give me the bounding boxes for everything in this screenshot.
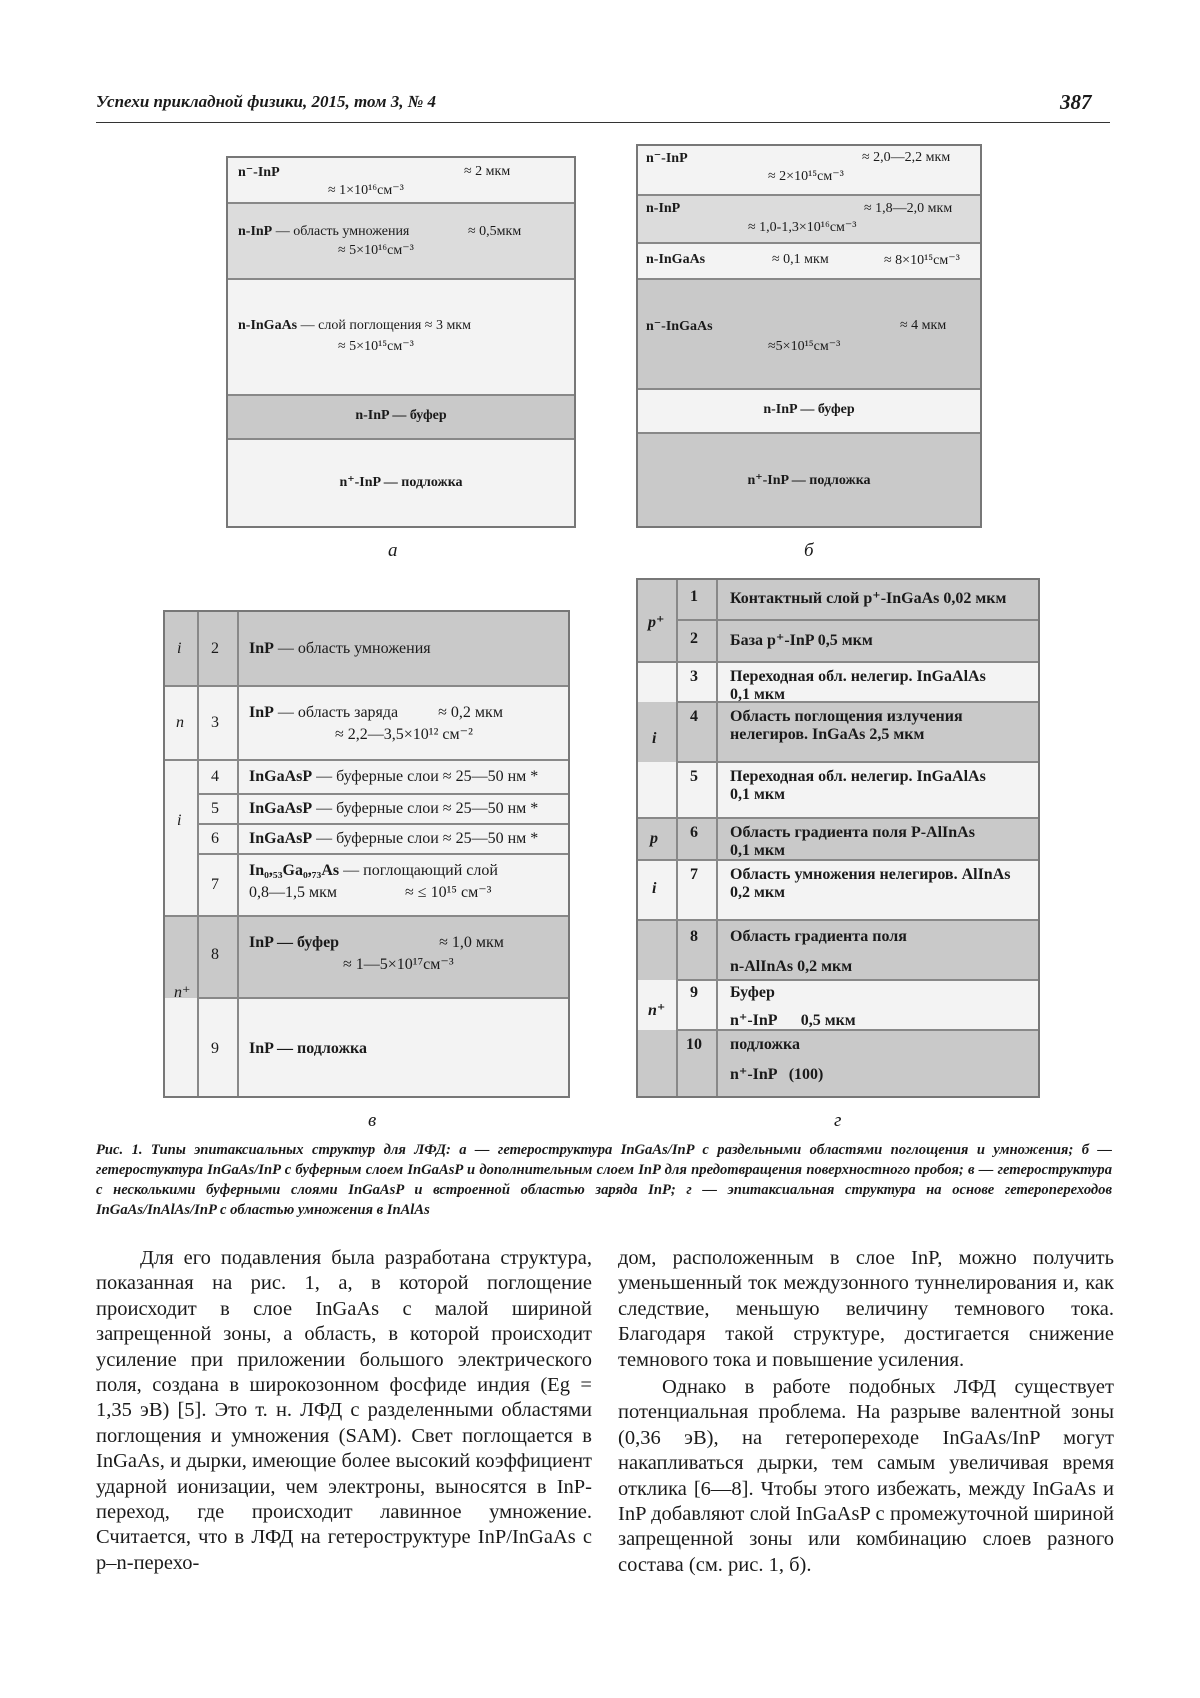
- a-l2-label: n-InP — область умножения: [238, 224, 410, 239]
- diagram-a-layer-1: [228, 158, 574, 202]
- g-row-text2: нелегиров. InGaAs 2,5 мкм: [730, 726, 925, 743]
- v-hline: [197, 793, 568, 795]
- g-row-text: Переходная обл. нелегир. InGaAlAs: [730, 768, 986, 785]
- g-row-text2: 0,2 мкм: [730, 884, 786, 901]
- b-l5-label: n-InP — буфер: [763, 402, 855, 417]
- b-l3-thickness: ≈ 0,1 мкм: [772, 252, 829, 267]
- g-row-text: База p⁺-InP 0,5 мкм: [730, 632, 873, 649]
- b-l3-name: n-InGaAs: [646, 252, 706, 267]
- v-row-label: InP — подложка: [249, 1040, 368, 1057]
- diagram-b-layer-4: [638, 278, 980, 388]
- diagram-g-letter: г: [834, 1110, 842, 1131]
- paragraph: Для его подавления была разработана структура, показанная на рис. 1, а, в которой поглощение происходит в слое InGaAs с малой шириной запрещенной зоны, а область, в которой происходит усиление при приложении большого электрического поля, создана в широкозонном фосфиде индия (Eg = 1,35 эВ) [5]. Это т. н. ЛФД с разделенными областями поглощения и умножения (SAM). Свет поглощается в InGaAs, и дырки, имеющие более высокий коэффициент ударной ионизации, чем электроны, выносятся в InP-переход, где происходит лавинное умножение. Считается, что в ЛФД на гетероструктуре InP/InGaAs с p–n-перехо-: [96, 1247, 592, 1574]
- b-l4-concentration: ≈5×10¹⁵см⁻³: [768, 339, 841, 354]
- v-row-line2: 0,8—1,5 мкм ≈ ≤ 10¹⁵ см⁻³: [249, 884, 492, 901]
- paragraph: дом, расположенным в слое InP, можно получить уменьшенный ток междузонного туннелирования и, как следствие, меньшую величину темнового тока. Благодаря такой структуре, достигается снижение темнового тока и повышение усиления.: [618, 1247, 1114, 1371]
- g-divider-1: [676, 580, 678, 1096]
- g-row-number: 9: [690, 984, 698, 1001]
- text-column-right: [618, 1246, 1114, 1578]
- g-type-n-plus: n⁺: [648, 1002, 666, 1019]
- g-row-text2: 0,1 мкм: [730, 686, 786, 703]
- v-bg-3: [165, 686, 568, 760]
- g-row-number: 1: [690, 588, 698, 605]
- v-hline: [197, 853, 568, 855]
- g-row-text: Область поглощения излучения: [730, 708, 963, 725]
- g-row-text2: 0,1 мкм: [730, 842, 786, 859]
- b-l2-concentration: ≈ 1,0-1,3×10¹⁶см⁻³: [748, 220, 857, 235]
- g-row-number: 10: [686, 1036, 702, 1053]
- g-row-text: Область умножения нелегиров. AlInAs: [730, 866, 1011, 883]
- diagram-a: [226, 156, 576, 528]
- diagram-b-layer-1: [638, 146, 980, 194]
- g-hline: [638, 817, 1038, 819]
- b-l3-concentration: ≈ 8×10¹⁵см⁻³: [884, 253, 960, 268]
- v-hline: [165, 685, 568, 687]
- figure-caption: Рис. 1. Типы эпитаксиальных структур для ЛФД: а — гетероструктура InGaAs/InP с раздельными областями поглощения и умножения; б — гетеростуктура InGaAs/InP с буферным слоем InGaAsP и дополнительным слоем InP для предотвращения поверхностного пробоя; в — гетероструктура с несколькими буферными слоями InGaAsP и встроенной областью заряда InP; г — эпитаксиальная структура на основе гетеропереходов InGaAs/InAlAs/InP с областью умножения в InAlAs: [96, 1142, 1112, 1218]
- diagram-v-letter: в: [368, 1110, 377, 1131]
- header-rule: [96, 122, 1110, 123]
- v-row-number: 7: [211, 876, 219, 893]
- b-l4-thickness: ≈ 4 мкм: [900, 318, 947, 333]
- diagram-a-layer-4: [228, 394, 574, 438]
- v-type-i: i: [177, 640, 182, 657]
- g-hline: [676, 619, 1038, 621]
- diagram-b-letter: б: [804, 540, 814, 561]
- v-row-label: InGaAsP — буферные слои ≈ 25—50 нм *: [249, 768, 539, 785]
- v-type-n-plus: n⁺: [174, 984, 191, 1001]
- a-l5-label: n⁺-InP — подложка: [339, 475, 463, 490]
- g-row-text: Область градиента поля P-AlInAs: [730, 824, 975, 841]
- g-row-text: Область градиента поля: [730, 928, 907, 945]
- page-number: 387: [1060, 90, 1092, 114]
- g-row-number: 8: [690, 928, 698, 945]
- a-l2-concentration: ≈ 5×10¹⁶см⁻³: [338, 243, 414, 258]
- text-column-left: [96, 1246, 592, 1576]
- v-row-line2: ≈ 2,2—3,5×10¹² см⁻²: [335, 726, 473, 743]
- diagram-b-layer-5: [638, 388, 980, 432]
- v-hline: [165, 759, 568, 761]
- v-row-line2: ≈ 1—5×10¹⁷см⁻³: [343, 956, 454, 973]
- v-row-label: In₀,₅₃Ga₀,₇₃As — поглощающий слой: [249, 862, 498, 879]
- diagram-a-layer-5: [228, 438, 574, 526]
- g-hline: [676, 761, 1038, 763]
- a-l3-concentration: ≈ 5×10¹⁵см⁻³: [338, 339, 414, 354]
- v-row-number: 6: [211, 830, 219, 847]
- diagram-a-layer-2: [228, 202, 574, 278]
- v-row-number: 4: [211, 768, 219, 785]
- g-type-i: i: [652, 880, 657, 897]
- v-row-number: 5: [211, 800, 219, 817]
- a-l1-thickness: ≈ 2 мкм: [464, 164, 511, 179]
- v-row-label: InGaAsP — буферные слои ≈ 25—50 нм *: [249, 830, 539, 847]
- g-row-number: 4: [690, 708, 698, 725]
- g-row-number: 2: [690, 630, 698, 647]
- a-l4-label: n-InP — буфер: [355, 408, 447, 423]
- g-row-text2: n⁺-InP (100): [730, 1066, 824, 1083]
- journal-header: Успехи прикладной физики, 2015, том 3, № 4: [96, 92, 437, 111]
- paragraph: Однако в работе подобных ЛФД существует потенциальная проблема. На разрыве валентной зоны (0,36 эВ), на гетеропереходе InGaAs/InP могут накапливаться дырки, тем самым увеличивая время отклика [6—8]. Чтобы этого избежать, между InGaAs и InP добавляют слой InGaAsP с промежуточной шириной запрещенной зоны или комбинацию слоев разного состава (см. рис. 1, б).: [618, 1376, 1114, 1576]
- g-type-p: p: [650, 830, 658, 847]
- g-hline: [638, 661, 1038, 663]
- v-type-n: n: [176, 714, 184, 731]
- v-row-number: 9: [211, 1040, 219, 1057]
- v-row-number: 2: [211, 640, 219, 657]
- b-l2-thickness: ≈ 1,8—2,0 мкм: [864, 201, 953, 216]
- g-row-text2: n-AlInAs 0,2 мкм: [730, 958, 853, 975]
- g-hline: [638, 919, 1038, 921]
- diagram-b-layer-6: [638, 432, 980, 526]
- b-l2-name: n-InP: [646, 201, 681, 216]
- g-hline: [638, 859, 1038, 861]
- g-row-number: 7: [690, 866, 698, 883]
- diagram-a-layer-3: [228, 278, 574, 394]
- v-row-label: InP — область умножения: [249, 640, 431, 657]
- a-l2-thickness: ≈ 0,5мкм: [468, 224, 522, 239]
- diagram-b-layer-3: [638, 242, 980, 278]
- v-row-label: InGaAsP — буферные слои ≈ 25—50 нм *: [249, 800, 539, 817]
- b-l1-name: n⁻-InP: [646, 151, 688, 166]
- v-row-number: 8: [211, 946, 219, 963]
- g-row-text2: 0,1 мкм: [730, 786, 786, 803]
- g-row-number: 6: [690, 824, 698, 841]
- v-row-label: InP — область заряда ≈ 0,2 мкм: [249, 704, 503, 721]
- a-l1-name: n⁻-InP: [238, 165, 280, 180]
- g-row-text2: n⁺-InP 0,5 мкм: [730, 1012, 856, 1029]
- v-row-number: 3: [211, 714, 219, 731]
- diagram-g: [636, 578, 1040, 1098]
- v-hline: [165, 915, 568, 917]
- v-row-label: InP — буфер ≈ 1,0 мкм: [249, 934, 504, 951]
- diagram-b-layer-2: [638, 194, 980, 242]
- g-divider-2: [716, 580, 718, 1096]
- g-type-i: i: [652, 730, 657, 747]
- v-hline: [197, 997, 568, 999]
- a-l3-label: n-InGaAs — слой поглощения ≈ 3 мкм: [238, 318, 471, 333]
- b-l4-name: n⁻-InGaAs: [646, 319, 713, 334]
- g-row-number: 5: [690, 768, 698, 785]
- g-row-text: Буфер: [730, 984, 775, 1001]
- g-hline: [676, 979, 1038, 981]
- diagram-v: [163, 610, 570, 1098]
- g-row-text: Контактный слой p⁺-InGaAs 0,02 мкм: [730, 590, 1007, 607]
- b-l1-thickness: ≈ 2,0—2,2 мкм: [862, 150, 951, 165]
- g-row-number: 3: [690, 668, 698, 685]
- diagram-a-letter: а: [388, 540, 398, 561]
- b-l6-label: n⁺-InP — подложка: [747, 473, 871, 488]
- g-type-p-plus: p⁺: [648, 614, 665, 631]
- g-row-text: Переходная обл. нелегир. InGaAlAs: [730, 668, 986, 685]
- diagram-b: [636, 144, 982, 528]
- b-l1-concentration: ≈ 2×10¹⁵см⁻³: [768, 169, 844, 184]
- g-row-text: подложка: [730, 1036, 801, 1053]
- v-type-i: i: [177, 812, 182, 829]
- v-hline: [197, 823, 568, 825]
- a-l1-concentration: ≈ 1×10¹⁶см⁻³: [328, 183, 404, 198]
